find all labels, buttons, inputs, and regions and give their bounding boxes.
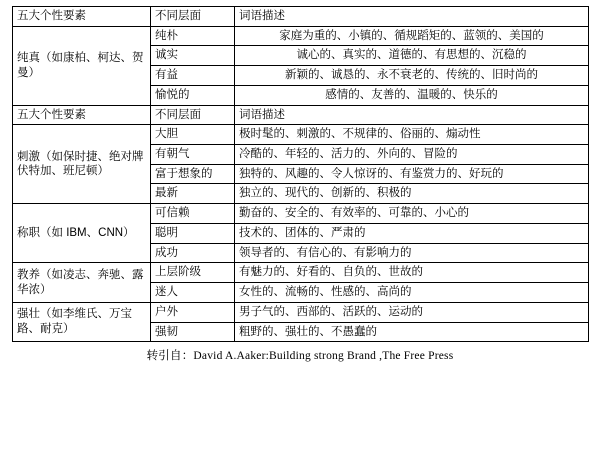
category-cell: 教养（如凌志、奔驰、露华浓） <box>13 263 151 302</box>
level-cell: 有朝气 <box>151 145 235 165</box>
table-row <box>13 263 589 283</box>
source-caption <box>12 347 588 363</box>
description-cell: 家庭为重的、小镇的、循规蹈矩的、蓝领的、美国的 <box>235 26 589 46</box>
header-cell-dimension: 五大个性要素 <box>13 105 151 125</box>
level-cell: 上层阶级 <box>151 263 235 283</box>
description-cell: 技术的、团体的、严肃的 <box>235 223 589 243</box>
category-cell: 刺激（如保时捷、绝对牌伏特加、班尼顿） <box>13 125 151 204</box>
table-row <box>13 302 589 322</box>
description-cell: 冷酷的、年轻的、活力的、外向的、冒险的 <box>235 145 589 165</box>
header-cell-dimension: 五大个性要素 <box>13 7 151 27</box>
description-cell: 男子气的、西部的、活跃的、运动的 <box>235 302 589 322</box>
source-prefix: 转引自： <box>146 350 194 363</box>
description-cell: 感情的、友善的、温暖的、快乐的 <box>235 85 589 105</box>
level-cell: 最新 <box>151 184 235 204</box>
level-cell: 大胆 <box>151 125 235 145</box>
table-row <box>13 26 589 46</box>
header-cell-facet: 不同层面 <box>151 7 235 27</box>
level-cell: 强韧 <box>151 322 235 342</box>
level-cell: 聪明 <box>151 223 235 243</box>
level-cell: 愉悦的 <box>151 85 235 105</box>
level-cell: 户外 <box>151 302 235 322</box>
category-cell: 称职（如 IBM、CNN） <box>13 204 151 263</box>
description-cell: 女性的、流畅的、性感的、高尚的 <box>235 283 589 303</box>
description-cell: 独立的、现代的、创新的、积极的 <box>235 184 589 204</box>
description-cell: 领导者的、有信心的、有影响力的 <box>235 243 589 263</box>
description-cell: 独特的、风趣的、令人惊讶的、有鉴赏力的、好玩的 <box>235 164 589 184</box>
source-text: David A.Aaker:Building strong Brand ,The Free Press <box>193 350 454 363</box>
table-row <box>13 204 589 224</box>
header-cell-description: 词语描述 <box>235 105 589 125</box>
description-cell: 有魅力的、好看的、自负的、世故的 <box>235 263 589 283</box>
description-cell: 诚心的、真实的、道德的、有思想的、沉稳的 <box>235 46 589 66</box>
category-cell: 纯真（如康柏、柯达、贺曼） <box>13 26 151 105</box>
table-header-row <box>13 7 589 27</box>
level-cell: 诚实 <box>151 46 235 66</box>
brand-personality-table <box>12 6 589 342</box>
level-cell: 富于想象的 <box>151 164 235 184</box>
description-cell: 勤奋的、安全的、有效率的、可靠的、小心的 <box>235 204 589 224</box>
level-cell: 有益 <box>151 66 235 86</box>
table-row <box>13 125 589 145</box>
level-cell: 成功 <box>151 243 235 263</box>
header-cell-description: 词语描述 <box>235 7 589 27</box>
category-cell: 强壮（如李维氏、万宝路、耐克） <box>13 302 151 341</box>
table-header-row-repeat <box>13 105 589 125</box>
level-cell: 可信赖 <box>151 204 235 224</box>
description-cell: 新颖的、诚恳的、永不衰老的、传统的、旧时尚的 <box>235 66 589 86</box>
header-cell-facet: 不同层面 <box>151 105 235 125</box>
level-cell: 纯朴 <box>151 26 235 46</box>
description-cell: 极时髦的、刺激的、不规律的、俗丽的、煽动性 <box>235 125 589 145</box>
level-cell: 迷人 <box>151 283 235 303</box>
description-cell: 粗野的、强壮的、不愚蠢的 <box>235 322 589 342</box>
